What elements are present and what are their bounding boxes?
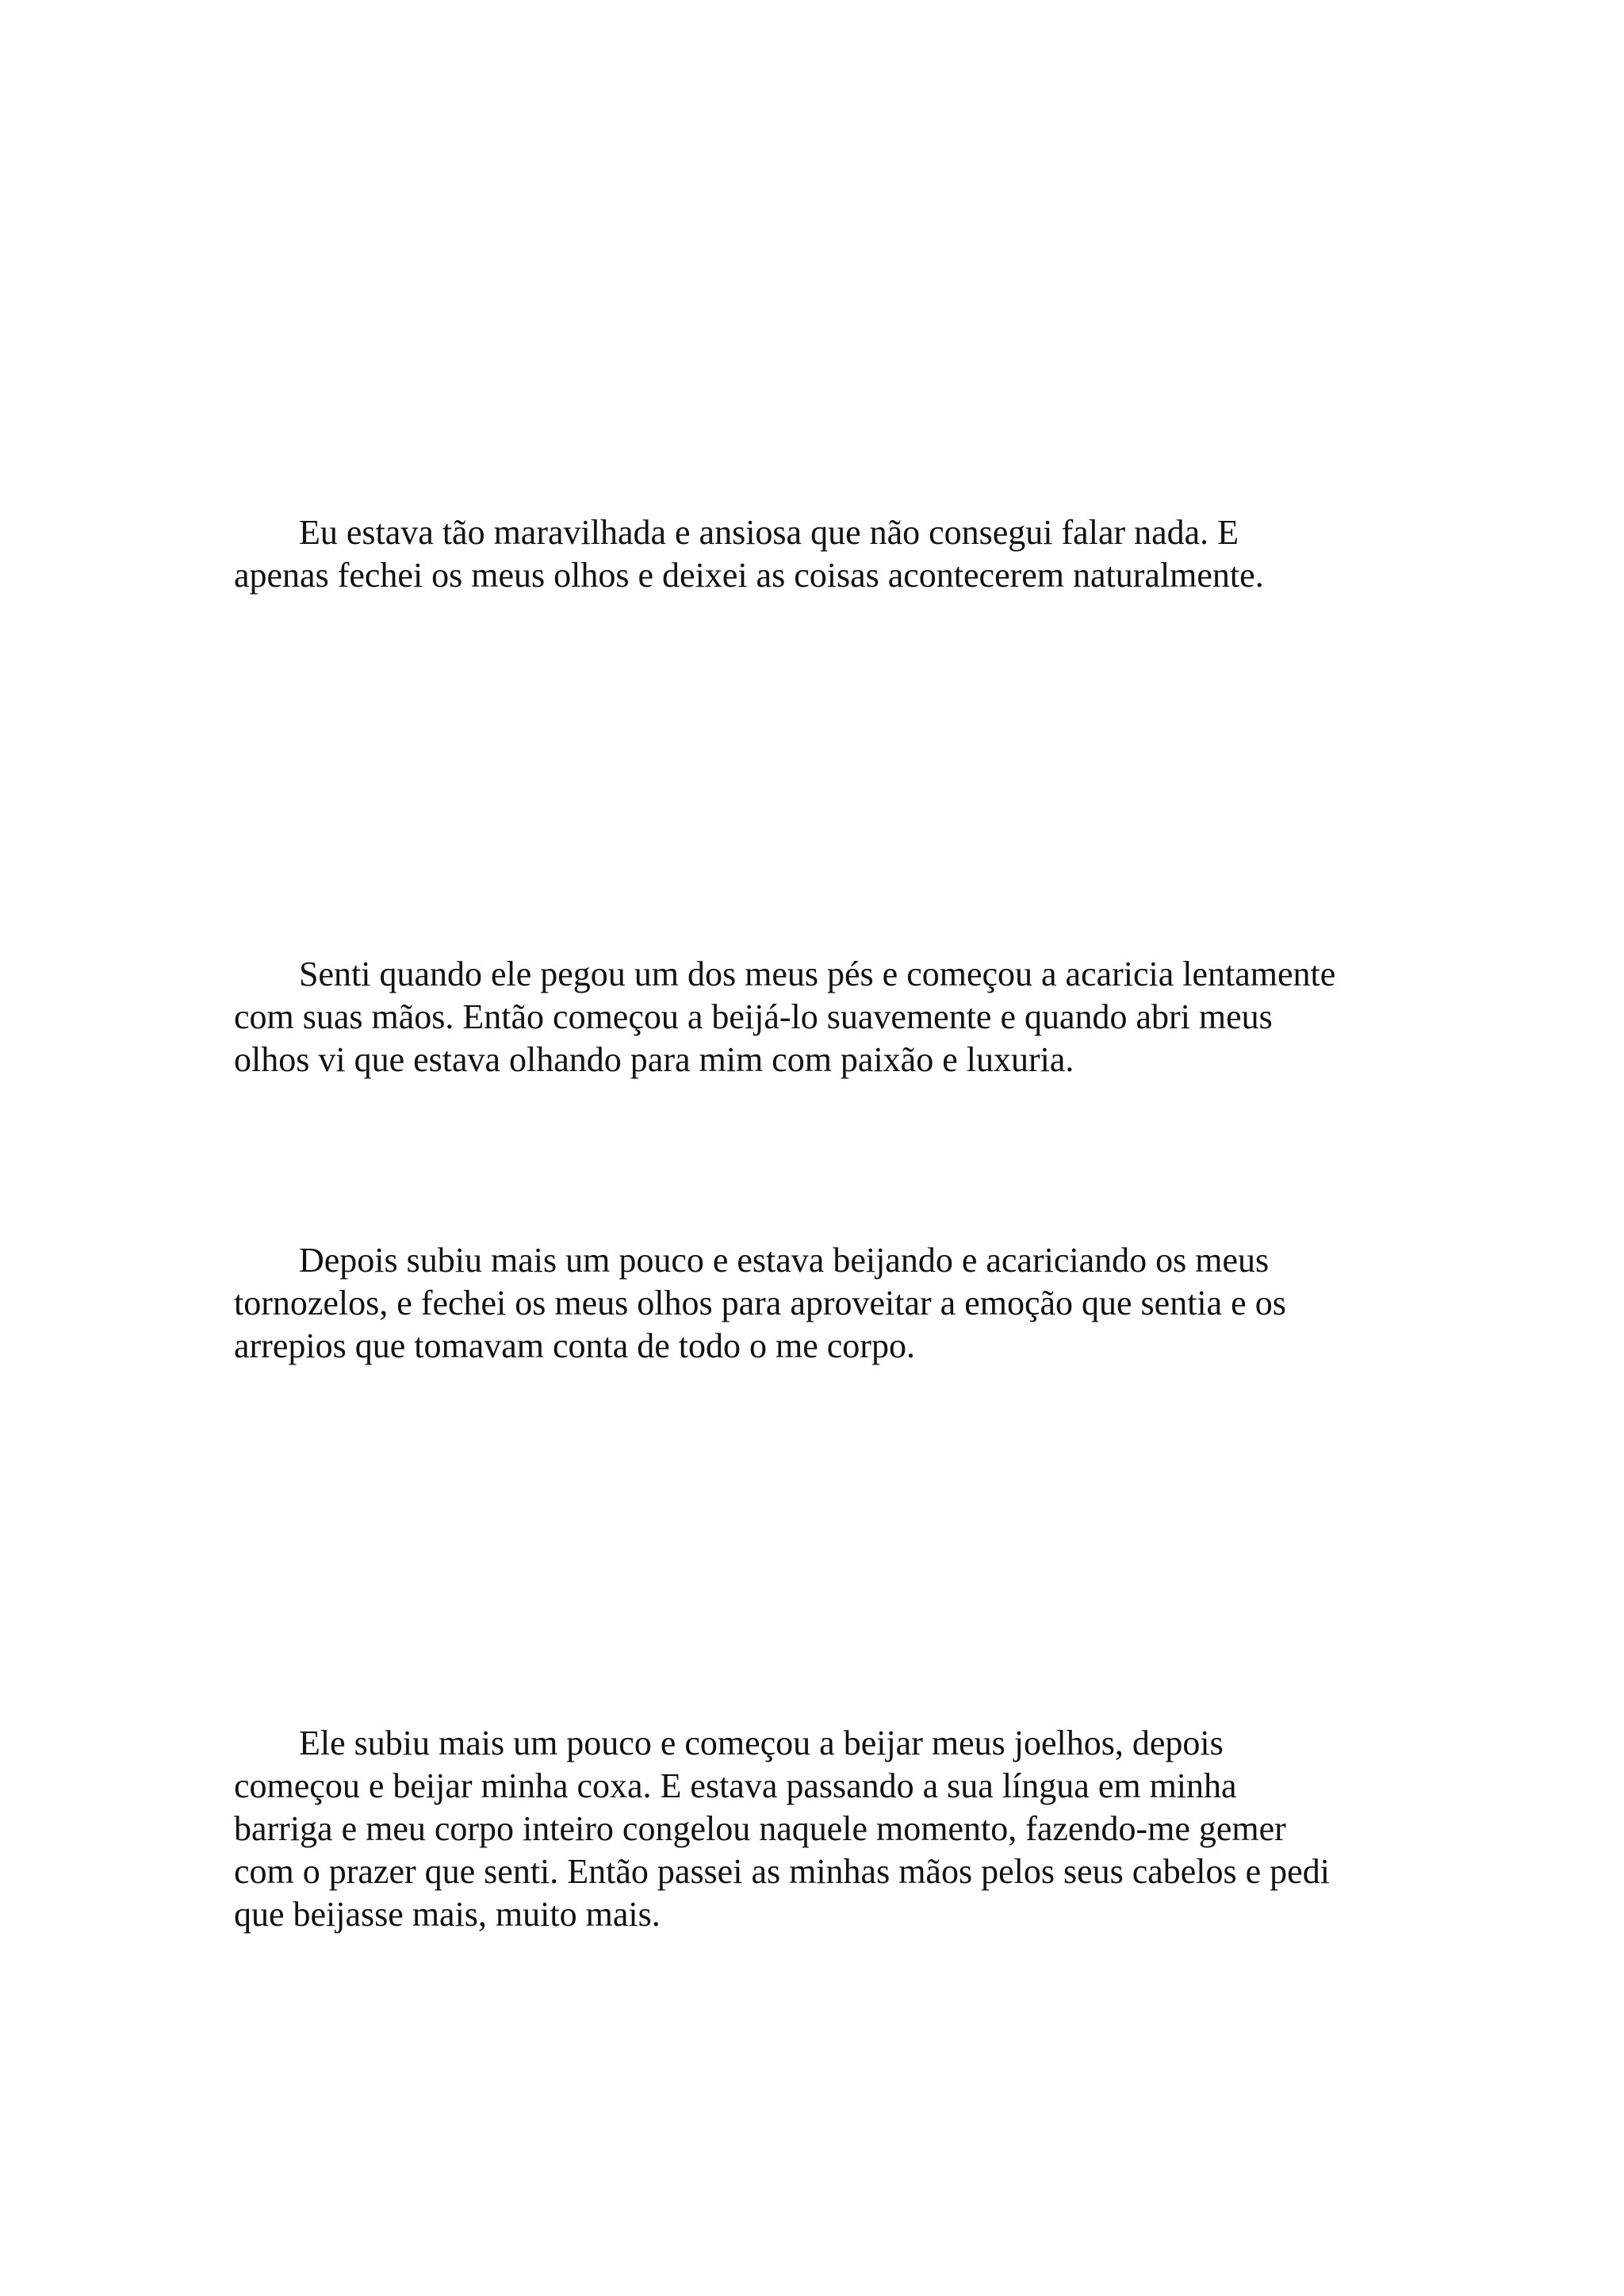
paragraph-line: Ele subiu mais um pouco e começou a beijar meus joelhos, depois [299, 1724, 1224, 1762]
paragraph-line: que beijasse mais, muito mais. [234, 1895, 661, 1934]
paragraph-2 [234, 953, 1423, 1081]
paragraph-line: arrepios que tomavam conta de todo o me corpo. [234, 1326, 915, 1365]
paragraph-line: com suas mãos. Então começou a beijá-lo suavemente e quando abri meus [234, 997, 1273, 1036]
paragraph-4 [234, 1722, 1423, 1936]
paragraph-line: tornozelos, e fechei os meus olhos para aproveitar a emoção que sentia e os [234, 1284, 1286, 1322]
paragraph-1 [234, 511, 1423, 597]
paragraph-line: Depois subiu mais um pouco e estava beijando e acariciando os meus [299, 1241, 1270, 1280]
paragraph-line: com o prazer que senti. Então passei as minhas mãos pelos seus cabelos e pedi [234, 1852, 1330, 1891]
paragraph-line: Eu estava tão maravilhada e ansiosa que não consegui falar nada. E [299, 513, 1239, 552]
paragraph-line: barriga e meu corpo inteiro congelou naquele momento, fazendo-me gemer [234, 1809, 1286, 1848]
paragraph-line: começou e beijar minha coxa. E estava passando a sua língua em minha [234, 1766, 1237, 1805]
paragraph-line: olhos vi que estava olhando para mim com paixão e luxuria. [234, 1040, 1074, 1079]
paragraph-line: Senti quando ele pegou um dos meus pés e começou a acaricia lentamente [299, 955, 1336, 993]
paragraph-3 [234, 1239, 1423, 1368]
paragraph-line: apenas fechei os meus olhos e deixei as coisas acontecerem naturalmente. [234, 556, 1264, 595]
